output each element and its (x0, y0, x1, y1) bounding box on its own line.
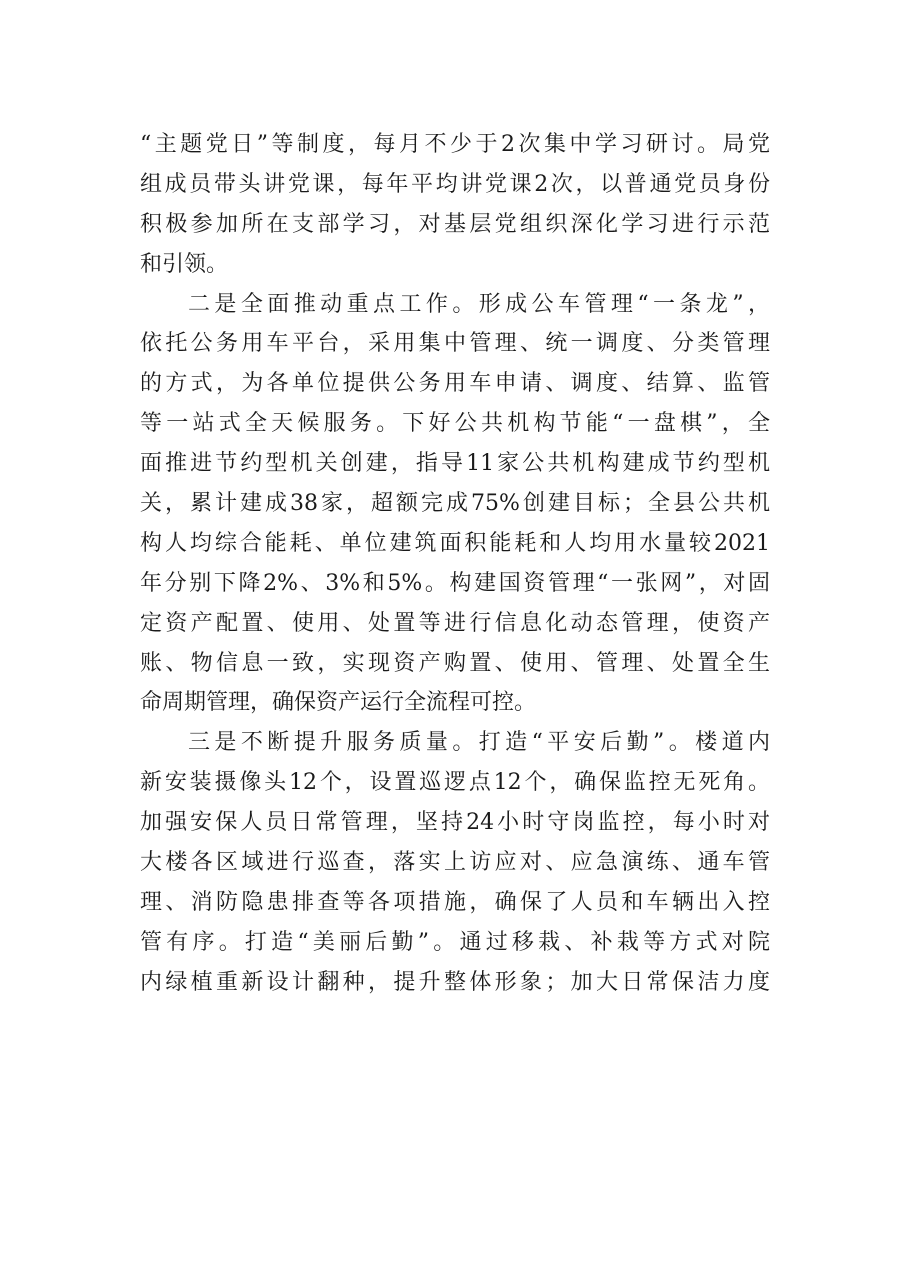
text-line: 关，累计建成38家，超额完成75%创建目标；全县公共机 (140, 491, 770, 517)
text-line: 加强安保人员日常管理，坚持24小时守岗监控，每小时对 (140, 810, 770, 836)
text-line: 大楼各区域进行巡查，落实上访应对、应急演练、通车管 (140, 850, 770, 876)
text-line: 定资产配置、使用、处置等进行信息化动态管理，使资产 (140, 610, 770, 636)
text-line: 面推进节约型机关创建，指导11家公共机构建成节约型机 (140, 451, 770, 477)
text-line: 依托公务用车平台，采用集中管理、统一调度、分类管理 (140, 331, 770, 357)
text-line: 内绿植重新设计翻种，提升整体形象；加大日常保洁力度 (140, 969, 770, 995)
text-line: 的方式，为各单位提供公务用车申请、调度、结算、监管 (140, 371, 770, 397)
text-line: 组成员带头讲党课，每年平均讲党课2次，以普通党员身份 (140, 171, 770, 197)
paragraph-start-line: 二是全面推动重点工作。形成公车管理“一条龙”， (188, 291, 770, 317)
text-line: 积极参加所在支部学习，对基层党组织深化学习进行示范 (140, 211, 770, 237)
text-line: 等一站式全天候服务。下好公共机构节能“一盘棋”，全 (140, 411, 770, 437)
text-line: 命周期管理，确保资产运行全流程可控。 (140, 690, 537, 716)
paragraph-start-line: 三是不断提升服务质量。打造“平安后勤”。楼道内 (188, 730, 770, 756)
document-body (140, 125, 770, 1003)
text-line: 构人均综合能耗、单位建筑面积能耗和人均用水量较2021 (140, 530, 770, 556)
text-line: 理、消防隐患排查等各项措施，确保了人员和车辆出入控 (140, 889, 770, 915)
text-line: 和引领。 (140, 251, 229, 277)
text-line: 账、物信息一致，实现资产购置、使用、管理、处置全生 (140, 650, 770, 676)
text-line: 新安装摄像头12个，设置巡逻点12个，确保监控无死角。 (140, 770, 770, 796)
text-line: 年分别下降2%、3%和5%。构建国资管理“一张网”，对固 (140, 570, 770, 596)
text-line: 管有序。打造“美丽后勤”。通过移栽、补栽等方式对院 (140, 929, 770, 955)
text-line: “主题党日”等制度，每月不少于2次集中学习研讨。局党 (140, 132, 770, 157)
